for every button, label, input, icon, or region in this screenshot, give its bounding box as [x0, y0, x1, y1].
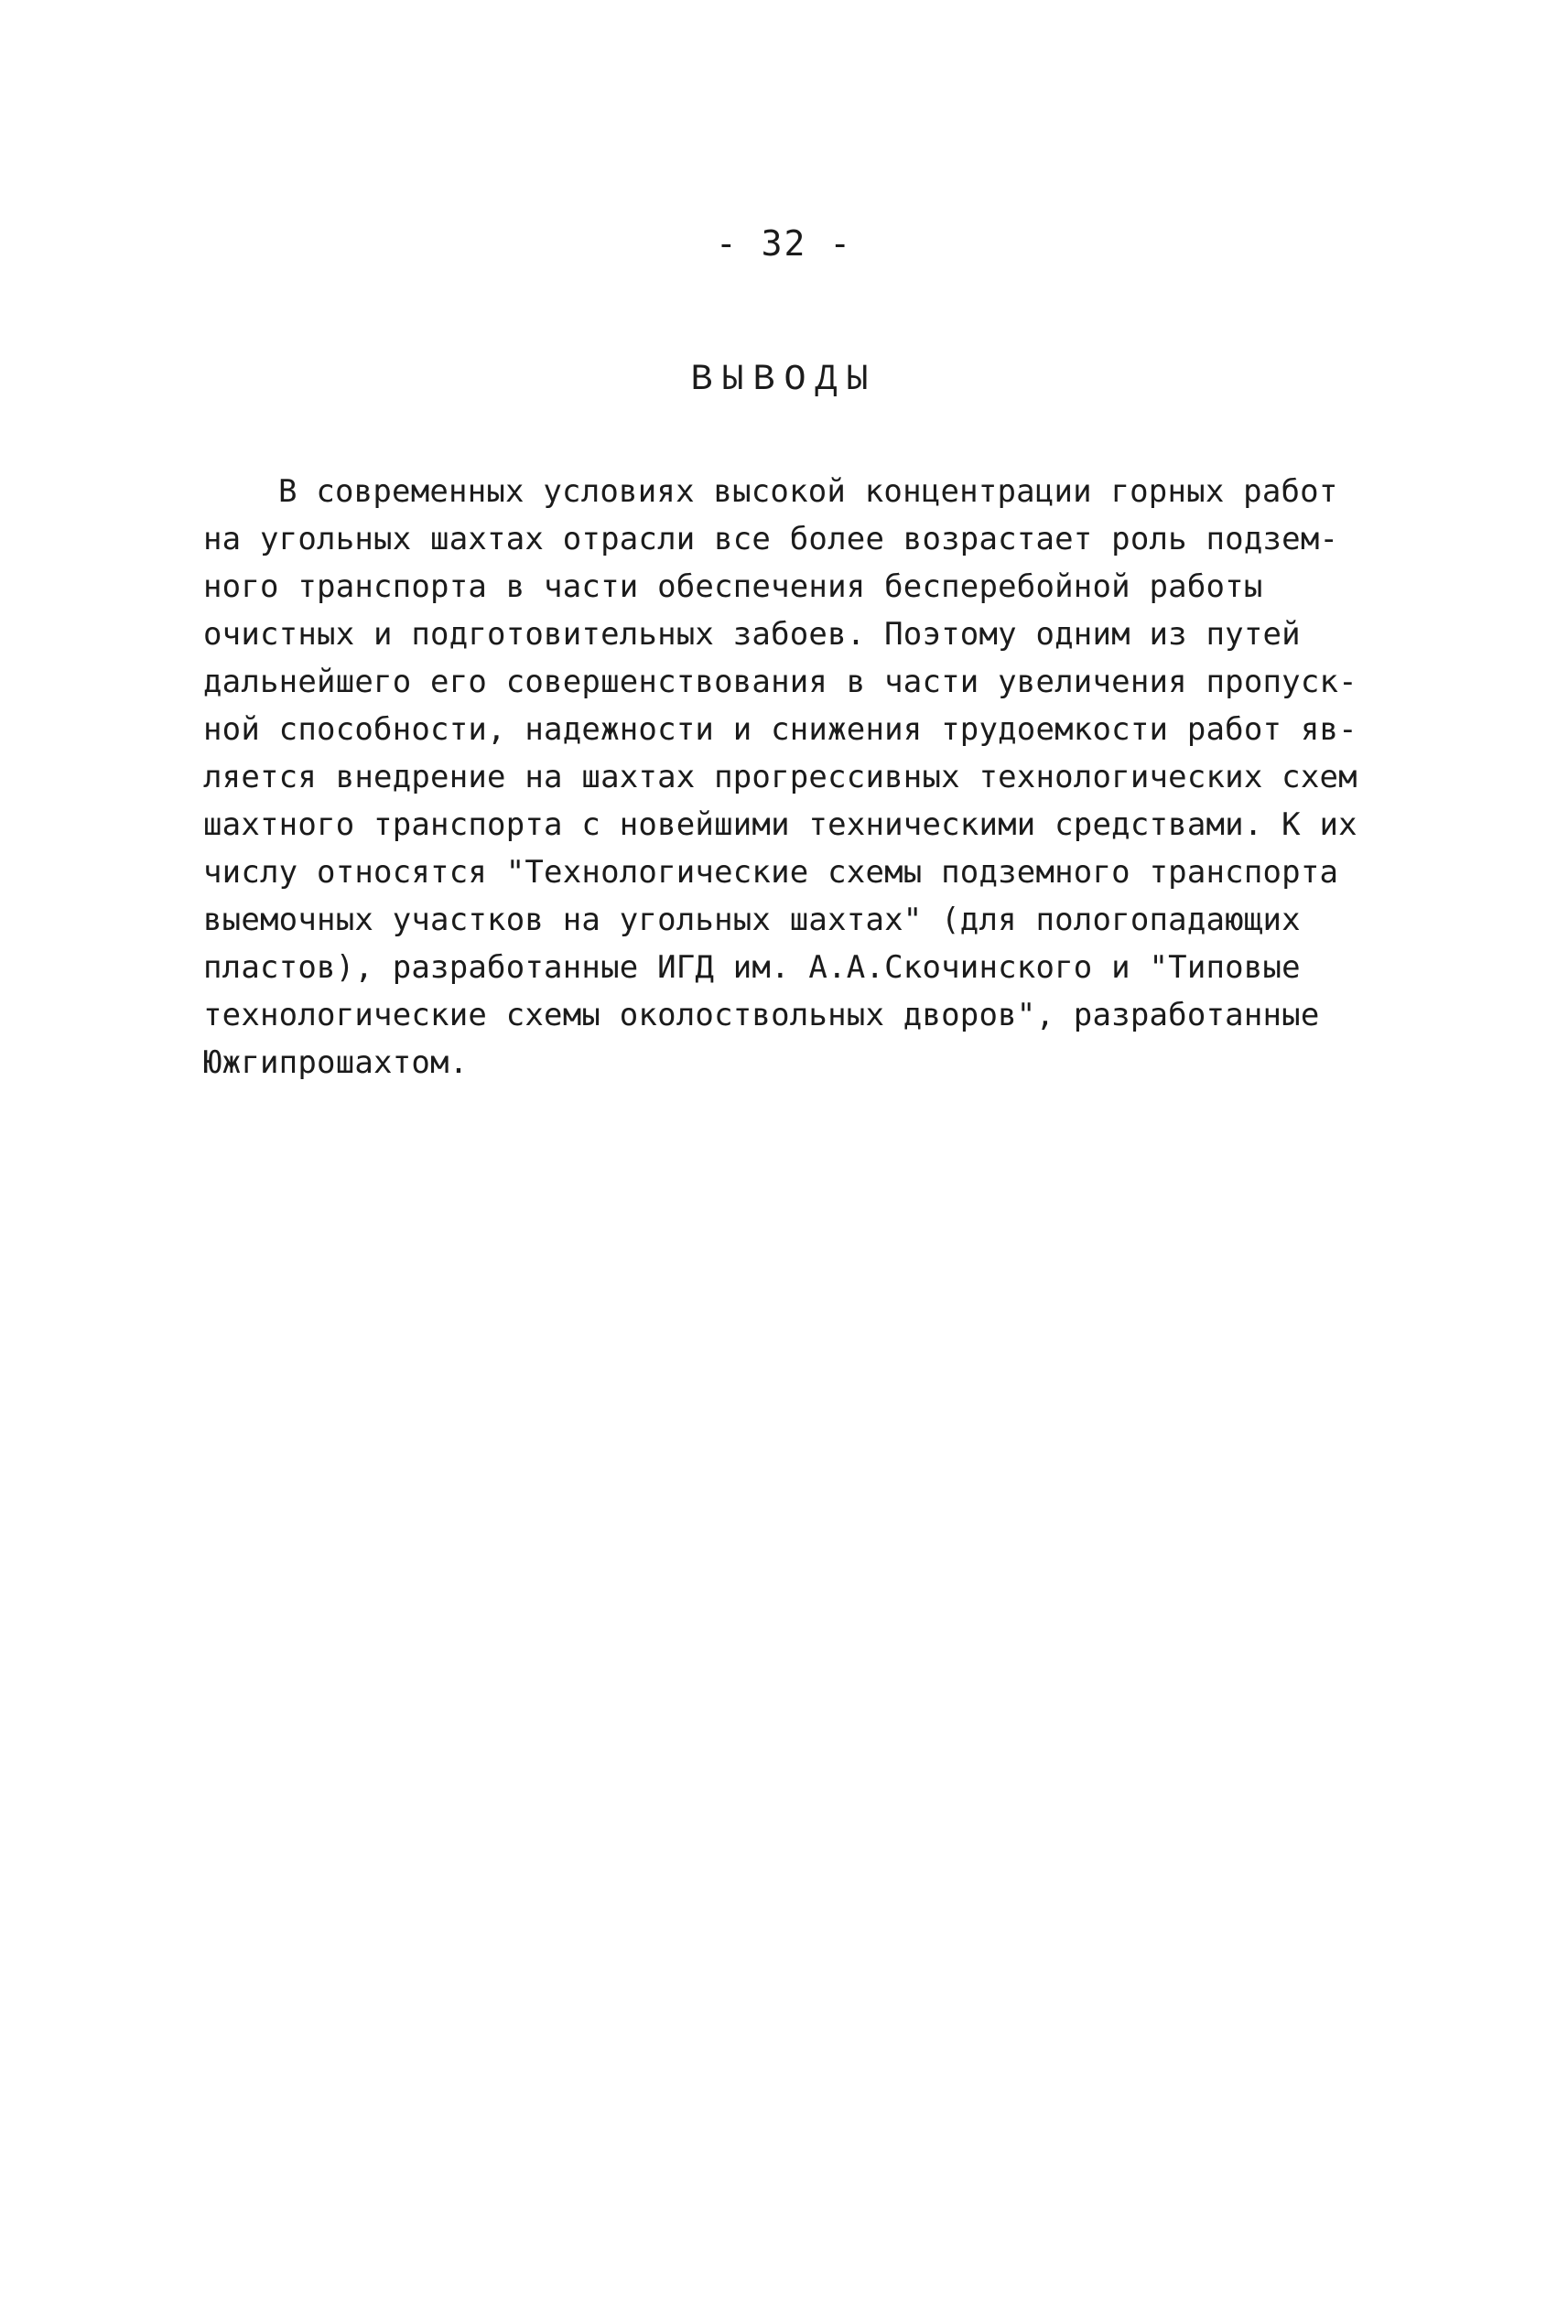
- section-title: ВЫВОДЫ: [690, 360, 878, 401]
- conclusions-paragraph: [203, 468, 1393, 1086]
- paragraph-line: пластов), разработанные ИГД им. А.А.Скочинского и "Типовые: [203, 949, 1301, 986]
- paragraph-line: шахтного транспорта с новейшими техническими средствами. К их: [203, 806, 1357, 843]
- paragraph-line: дальнейшего его совершенствования в части увеличения пропуск-: [203, 664, 1357, 700]
- paragraph-line: на угольных шахтах отрасли все более возрастает роль подзем-: [203, 521, 1339, 557]
- paragraph-line: ного транспорта в части обеспечения бесперебойной работы: [203, 568, 1263, 605]
- paragraph-line: числу относятся "Технологические схемы подземного транспорта: [203, 854, 1339, 891]
- page-number: - 32 -: [715, 223, 853, 264]
- paragraph-line: Южгипрошахтом.: [203, 1044, 469, 1081]
- paragraph-line: ляется внедрение на шахтах прогрессивных технологических схем: [203, 759, 1357, 795]
- paragraph-line: выемочных участков на угольных шахтах" (для пологопадающих: [203, 902, 1301, 938]
- paragraph-line: очистных и подготовительных забоев. Поэтому одним из путей: [203, 616, 1301, 653]
- paragraph-line: В современных условиях высокой концентрации горных работ: [278, 473, 1338, 510]
- paragraph-line: ной способности, надежности и снижения трудоемкости работ яв-: [203, 711, 1357, 748]
- paragraph-line: технологические схемы околоствольных дворов", разработанные: [203, 997, 1320, 1033]
